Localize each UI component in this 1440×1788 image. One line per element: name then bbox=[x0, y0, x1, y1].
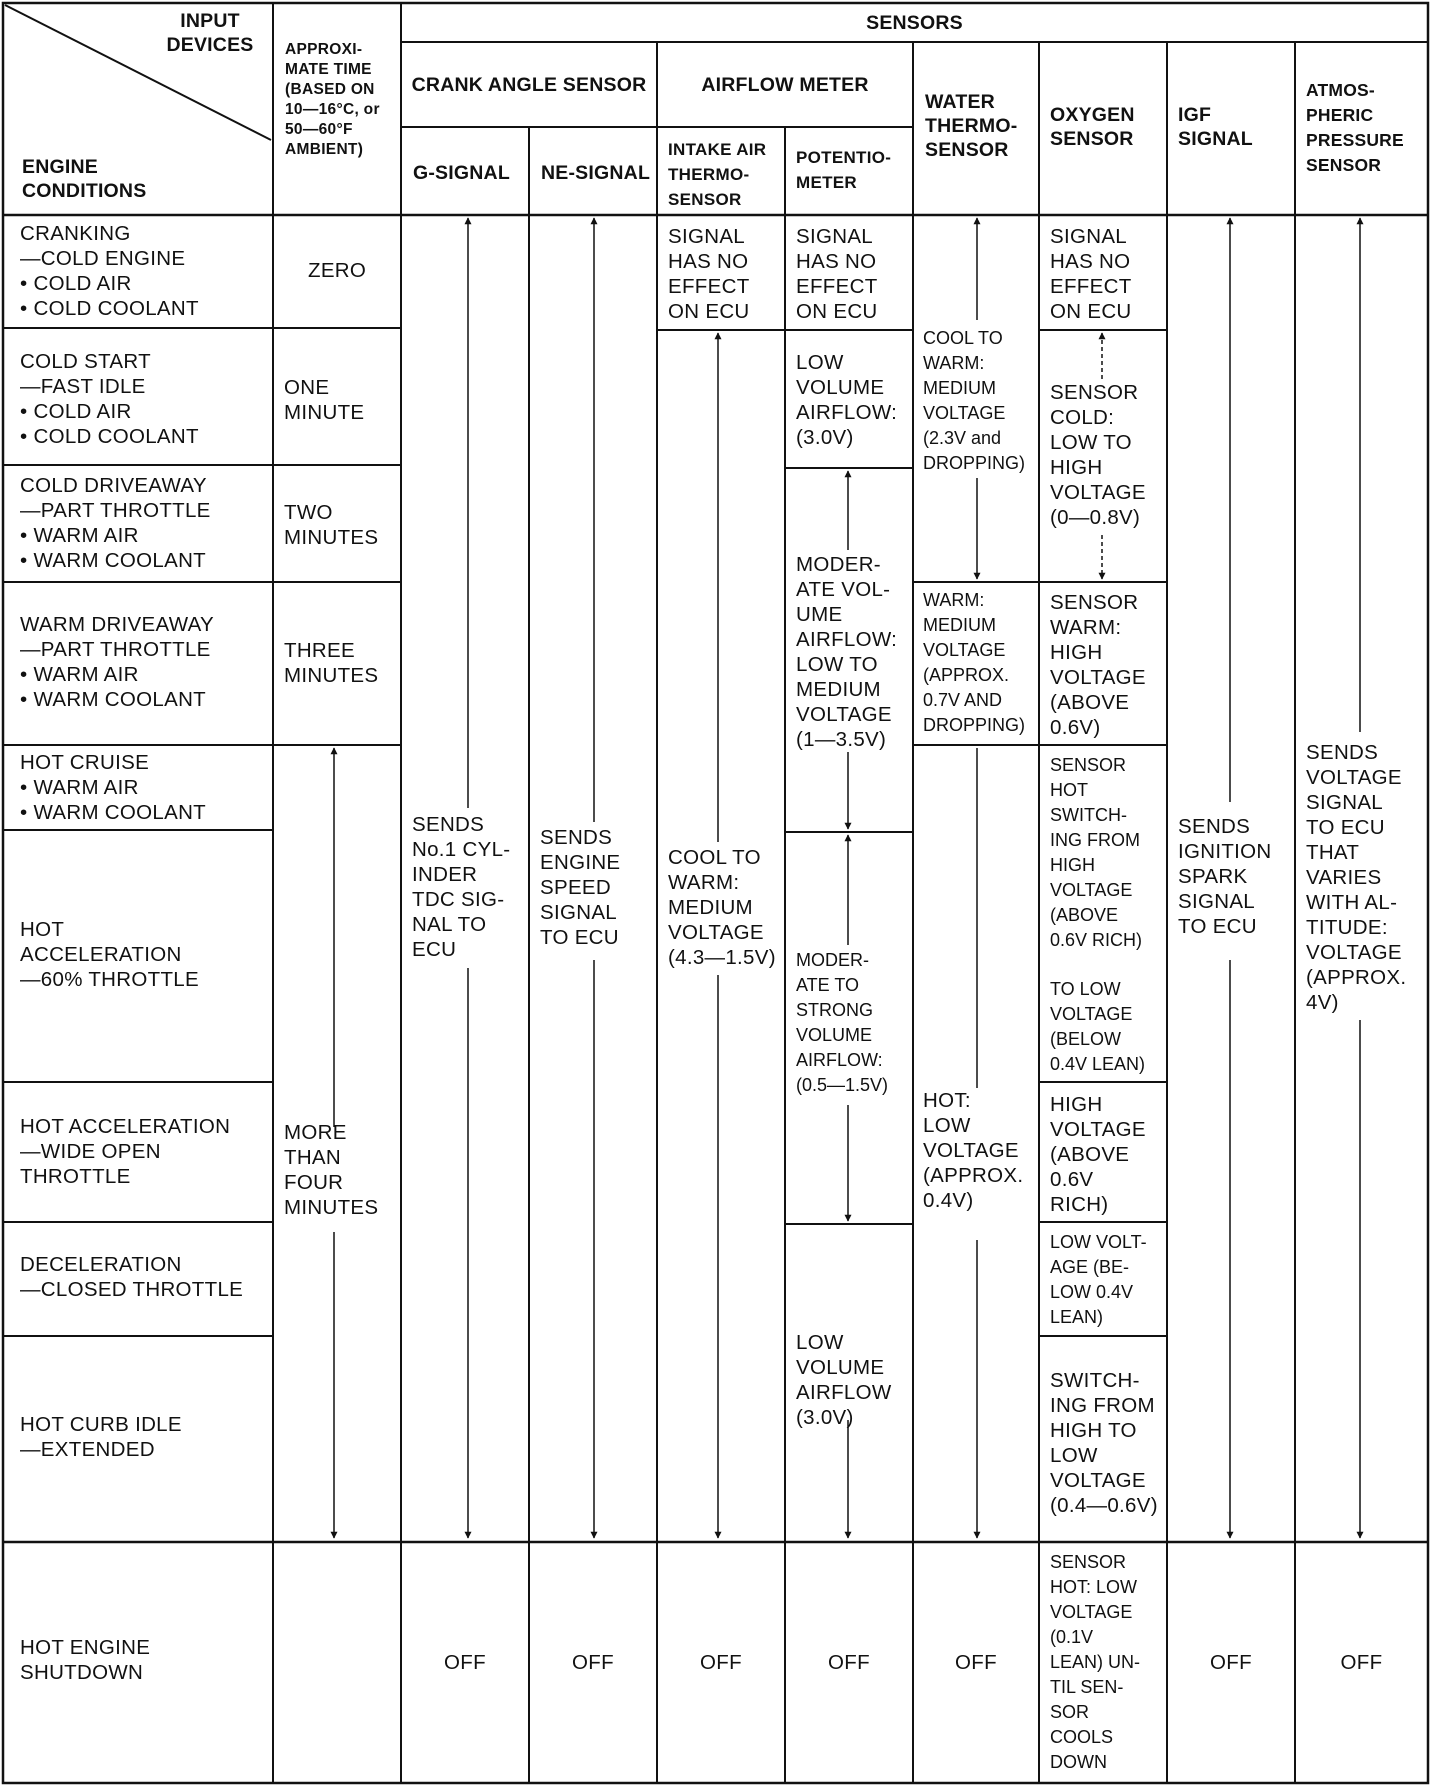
time-zero: ZERO bbox=[308, 259, 367, 282]
potentiometer-header: POTENTIO- METER bbox=[796, 148, 892, 192]
potentiometer-cranking: SIGNAL HAS NO EFFECT ON ECU bbox=[796, 225, 878, 323]
potentiometer-acceleration: MODER- ATE TO STRONG VOLUME AIRFLOW: (0.5—1.5V) bbox=[796, 950, 889, 1095]
time-one-minute: ONE MINUTE bbox=[284, 376, 365, 424]
g-signal-header: G-SIGNAL bbox=[413, 162, 510, 184]
input-devices-header: INPUT DEVICES bbox=[166, 10, 254, 56]
igf-signal-text: SENDS IGNITION SPARK SIGNAL TO ECU bbox=[1178, 815, 1272, 938]
oxygen-wot: HIGH VOLTAGE (ABOVE 0.6V RICH) bbox=[1050, 1093, 1146, 1216]
sensors-header: SENSORS bbox=[866, 12, 963, 34]
potentiometer-driveaway: MODER- ATE VOL- UME AIRFLOW: LOW TO MEDIUM VOLTAGE (1—3.5V) bbox=[796, 553, 898, 751]
oxygen-warm: SENSOR WARM: HIGH VOLTAGE (ABOVE 0.6V) bbox=[1050, 591, 1146, 739]
off-igf: OFF bbox=[1210, 1651, 1252, 1674]
condition-hot-acceleration-wot: HOT ACCELERATION —WIDE OPEN THROTTLE bbox=[20, 1115, 231, 1188]
water-thermo-cold: COOL TO WARM: MEDIUM VOLTAGE (2.3V and DROPPING) bbox=[923, 328, 1026, 473]
oxygen-cranking: SIGNAL HAS NO EFFECT ON ECU bbox=[1050, 225, 1132, 323]
ne-signal-text: SENDS ENGINE SPEED SIGNAL TO ECU bbox=[540, 826, 621, 949]
potentiometer-idle: LOW VOLUME AIRFLOW (3.0V) bbox=[796, 1331, 892, 1429]
oxygen-cold: SENSOR COLD: LOW TO HIGH VOLTAGE (0—0.8V) bbox=[1050, 381, 1146, 529]
off-g-signal: OFF bbox=[444, 1651, 486, 1674]
off-ne-signal: OFF bbox=[572, 1651, 614, 1674]
intake-air-cranking: SIGNAL HAS NO EFFECT ON ECU bbox=[668, 225, 750, 323]
crank-angle-sensor-header: CRANK ANGLE SENSOR bbox=[411, 74, 647, 96]
oxygen-sensor-header: OXYGEN SENSOR bbox=[1050, 104, 1135, 150]
oxygen-shutdown: SENSOR HOT: LOW VOLTAGE (0.1V LEAN) UN- TIL SEN- SOR COOLS DOWN bbox=[1050, 1552, 1141, 1772]
g-signal-text: SENDS No.1 CYL- INDER TDC SIG- NAL TO ECU bbox=[412, 813, 511, 961]
off-potentiometer: OFF bbox=[828, 1651, 870, 1674]
water-thermo-hot: HOT: LOW VOLTAGE (APPROX. 0.4V) bbox=[923, 1089, 1024, 1212]
oxygen-idle: SWITCH- ING FROM HIGH TO LOW VOLTAGE (0.4—0.6V) bbox=[1050, 1369, 1158, 1517]
time-three-minutes: THREE MINUTES bbox=[284, 639, 379, 687]
atmospheric-pressure-sensor-header: ATMOS- PHERIC PRESSURE SENSOR bbox=[1306, 80, 1404, 175]
intake-air-running: COOL TO WARM: MEDIUM VOLTAGE (4.3—1.5V) bbox=[668, 846, 776, 969]
water-thermo-warm: WARM: MEDIUM VOLTAGE (APPROX. 0.7V AND DROPPING) bbox=[923, 590, 1026, 735]
off-intake-air: OFF bbox=[700, 1651, 742, 1674]
condition-hot-engine-shutdown: HOT ENGINE SHUTDOWN bbox=[20, 1636, 151, 1684]
airflow-meter-header: AIRFLOW METER bbox=[701, 74, 869, 96]
off-atmospheric: OFF bbox=[1340, 1651, 1383, 1674]
condition-deceleration: DECELERATION —CLOSED THROTTLE bbox=[20, 1253, 244, 1301]
igf-signal-header: IGF SIGNAL bbox=[1178, 104, 1253, 150]
condition-warm-driveaway: WARM DRIVEAWAY —PART THROTTLE • WARM AIR • WARM COOLANT bbox=[20, 613, 215, 711]
off-water-thermo: OFF bbox=[955, 1651, 997, 1674]
time-two-minutes: TWO MINUTES bbox=[284, 501, 379, 549]
condition-hot-acceleration-60: HOT ACCELERATION —60% THROTTLE bbox=[20, 918, 199, 991]
engine-conditions-header: ENGINE CONDITIONS bbox=[22, 156, 147, 202]
atmospheric-text: SENDS VOLTAGE SIGNAL TO ECU THAT VARIES WITH AL- TITUDE: VOLTAGE (APPROX. 4V) bbox=[1306, 741, 1407, 1014]
condition-hot-curb-idle: HOT CURB IDLE —EXTENDED bbox=[20, 1413, 182, 1461]
condition-cranking: CRANKING —COLD ENGINE • COLD AIR • COLD COOLANT bbox=[20, 222, 199, 320]
oxygen-to-low: TO LOW VOLTAGE (BELOW 0.4V LEAN) bbox=[1050, 979, 1146, 1074]
condition-cold-driveaway: COLD DRIVEAWAY —PART THROTTLE • WARM AIR • WARM COOLANT bbox=[20, 474, 211, 572]
approx-time-header: APPROXI- MATE TIME (BASED ON 10—16°C, or 50—60°F AMBIENT) bbox=[285, 41, 380, 158]
oxygen-decel: LOW VOLT- AGE (BE- LOW 0.4V LEAN) bbox=[1050, 1232, 1147, 1327]
intake-air-thermo-sensor-header: INTAKE AIR THERMO- SENSOR bbox=[668, 140, 767, 209]
water-thermo-sensor-header: WATER THERMO- SENSOR bbox=[925, 91, 1018, 161]
time-more-than-four-minutes: MORE THAN FOUR MINUTES bbox=[284, 1121, 379, 1219]
oxygen-hot-switching: SENSOR HOT SWITCH- ING FROM HIGH VOLTAGE (ABOVE 0.6V RICH) bbox=[1050, 755, 1143, 950]
condition-cold-start: COLD START —FAST IDLE • COLD AIR • COLD COOLANT bbox=[20, 350, 199, 448]
potentiometer-cold-start: LOW VOLUME AIRFLOW: (3.0V) bbox=[796, 351, 898, 449]
ne-signal-header: NE-SIGNAL bbox=[541, 162, 651, 184]
condition-hot-cruise: HOT CRUISE • WARM AIR • WARM COOLANT bbox=[20, 751, 207, 824]
